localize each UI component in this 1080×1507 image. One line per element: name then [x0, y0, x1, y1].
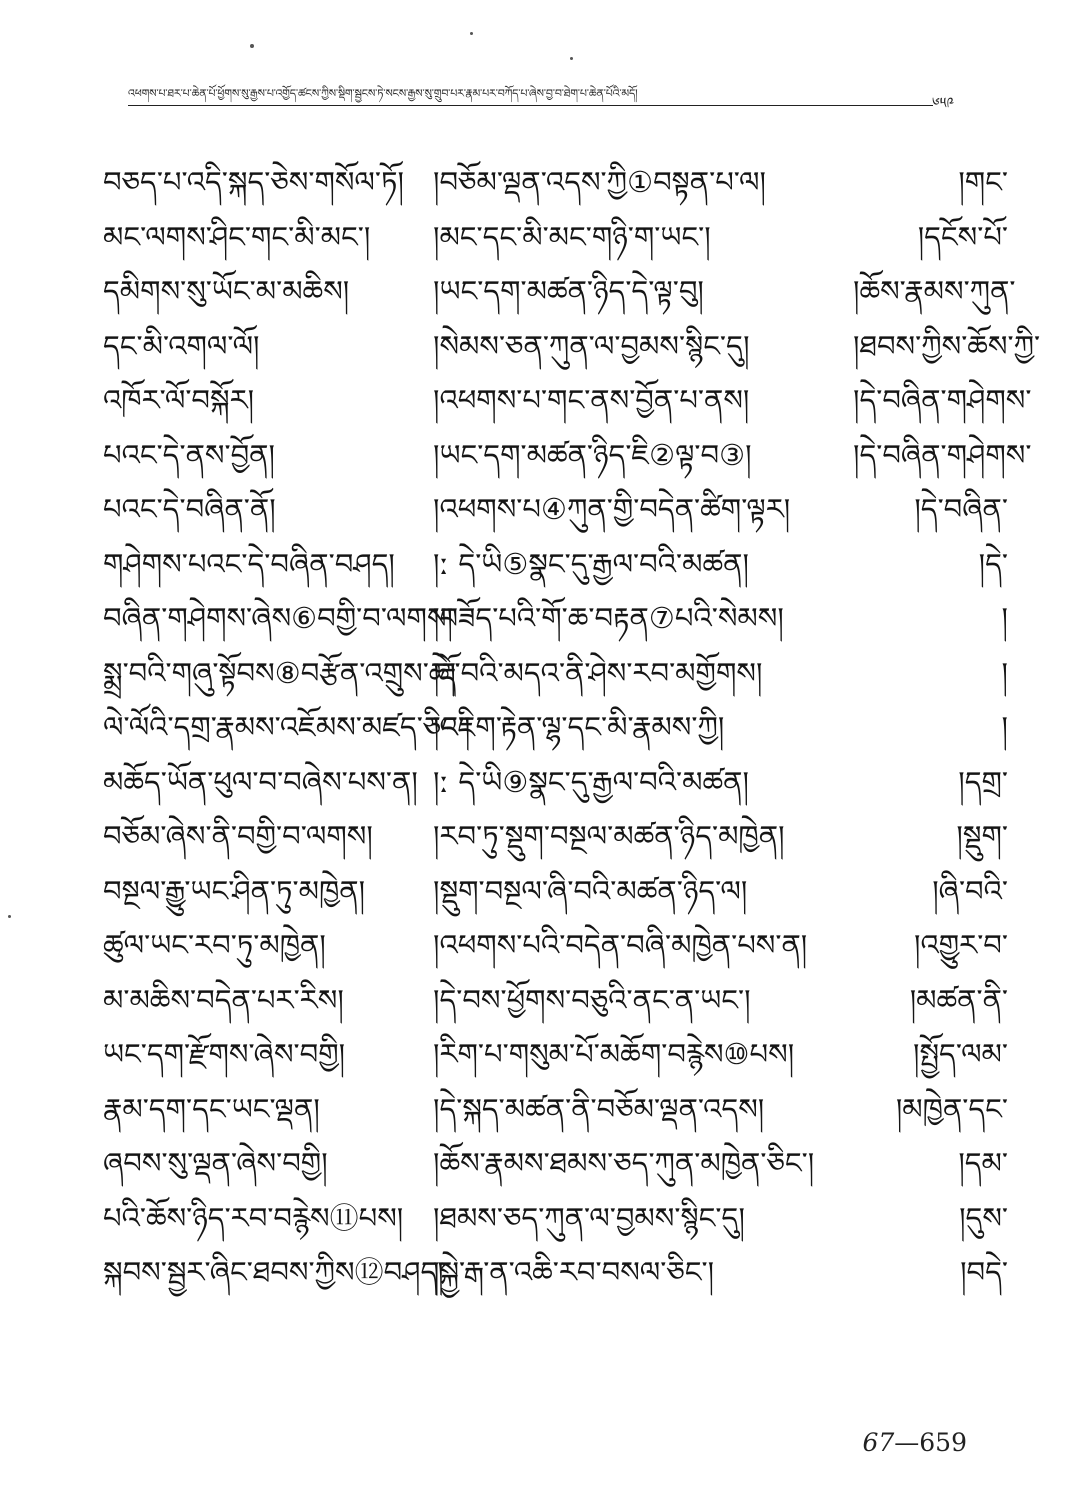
- text-line: [103, 700, 1008, 755]
- text-line: [103, 319, 1041, 374]
- text-line: [103, 264, 1016, 319]
- scan-speck: [8, 915, 11, 918]
- footer-dash: —: [894, 1428, 920, 1457]
- verse-segment: །ཡང་དག་མཚན་ཉིད་དེ་ལྟ་བུ།: [433, 274, 704, 308]
- running-header-title: འཕགས་པ་ཐར་པ་ཆེན་པོ་ཕྱོགས་སུ་རྒྱས་པ་འགྱོད་ཚངས་ཀྱིས་སྡིག་སྦྱངས་ཏེ་སངས་རྒྱས་སུ་གྲུབ་པར་རྣམ་པར་བཀོད་པ་ཞེས་བྱ་བ་ཐེག་པ་ཆེན་པོའི་མདོ།: [128, 87, 638, 100]
- verse-segment: པའང་དེ་བཞིན་ནོ།: [103, 492, 276, 526]
- verse-segment: །དེ་: [978, 546, 1008, 581]
- verse-segment: །དངོས་པོ་: [917, 219, 1008, 254]
- text-line: [103, 1027, 1008, 1082]
- text-line: [103, 864, 1008, 919]
- verse-segment: །རྡོ་བའི་མདའ་ནི་ཤེས་རབ་མགྱོགས།: [433, 655, 763, 690]
- footer-page-number: 659: [919, 1428, 967, 1457]
- header-page-number: ༦༥༩: [932, 94, 955, 112]
- verse-segment: དམིགས་སུ་ཡོང་མ་མཆིས།: [103, 274, 350, 308]
- text-line: [103, 210, 1008, 265]
- text-line: [103, 591, 1008, 646]
- verse-segment: །ཐམས་ཅད་ཀུན་ལ་བྱམས་སྙིང་དུ།: [433, 1200, 745, 1235]
- verse-segment: །སྡུག་: [956, 819, 1008, 853]
- scan-speck: [570, 57, 573, 60]
- verse-segment: །དམ་: [958, 1146, 1008, 1180]
- text-line: [103, 1082, 1008, 1137]
- text-line: [103, 482, 1008, 537]
- text-line: [103, 755, 1008, 810]
- verse-segment: །ཆོས་རྣམས་ཐམས་ཅད་ཀུན་མཁྱེན་ཅིང་།: [433, 1146, 815, 1180]
- verse-segment: །འཕགས་པའི་བདེན་བཞི་མཁྱེན་པས་ན།: [433, 928, 808, 962]
- verse-segment: །དེ་བཞིན་: [914, 492, 1008, 526]
- verse-segment: །བདེ་: [960, 1255, 1008, 1289]
- text-line: [103, 809, 1008, 864]
- verse-segment: །ː དེ་ཡི⑨སྣང་དུ་རྒྱལ་བའི་མཚན།: [433, 764, 749, 799]
- text-line: [103, 1191, 1008, 1246]
- verse-segment: མཆོད་ཡོན་ཕུལ་བ་བཞེས་པས་ན།: [103, 764, 418, 799]
- verse-segment: །བཅོམ་ལྡན་འདས་ཀྱི①བསྟན་པ་ལ།: [433, 165, 766, 199]
- verse-segment: །སྤྱོད་ལམ་: [913, 1037, 1008, 1071]
- verse-segment: །འཕགས་པ་གང་ནས་བྱོན་པ་ནས།: [433, 383, 750, 417]
- verse-segment: །དུས་: [959, 1200, 1008, 1235]
- text-line: [103, 428, 1032, 483]
- verse-segment: །འགྱུར་བ་: [914, 928, 1008, 962]
- verse-segment: །: [1001, 710, 1008, 744]
- verse-segment: །དེ་བཞིན་གཤེགས་: [853, 383, 1032, 417]
- verse-segment: །: [1001, 601, 1008, 635]
- verse-segment: གཤེགས་པའང་དེ་བཞིན་བཤད།: [103, 546, 395, 581]
- verse-segment: །སེམས་ཅན་ཀུན་ལ་བྱམས་སྙིང་དུ།: [433, 328, 750, 363]
- text-line: [103, 155, 1008, 210]
- verse-segment: །: [1001, 655, 1008, 690]
- verse-segment: །སྡུག་བསྔལ་ཞི་བའི་མཚན་ཉིད་ལ།: [433, 873, 748, 908]
- verse-segment: དང་མི་འགལ་ལོ།: [103, 328, 260, 363]
- text-line: [103, 1136, 1008, 1191]
- verse-segment: བཞིན་གཤེགས་ཞེས⑥བགྱི་བ་ལགས།: [103, 601, 453, 635]
- body-text: [103, 155, 1041, 1300]
- verse-segment: །རབ་ཏུ་སྡུག་བསྔལ་མཚན་ཉིད་མཁྱེན།: [433, 819, 785, 853]
- text-line: [103, 373, 1032, 428]
- verse-segment: མང་ལགས་ཤིང་གང་མི་མང་།: [103, 219, 371, 254]
- text-line: [103, 973, 1008, 1028]
- verse-segment: ཚུལ་ཡང་རབ་ཏུ་མཁྱེན།: [103, 928, 326, 962]
- verse-segment: བཅོམ་ཞེས་ནི་བགྱི་བ་ལགས།: [103, 819, 373, 853]
- verse-segment: ཞབས་སུ་ལྡན་ཞེས་བགྱི།: [103, 1146, 328, 1180]
- verse-segment: སྨྲ་བའི་གཞུ་སྟོབས⑧བརྩོན་འགྲུས་ཆེ།: [103, 655, 456, 690]
- verse-segment: ཡང་དག་རྫོགས་ཞེས་བགྱི།: [103, 1037, 346, 1071]
- verse-segment: །འཇིག་རྟེན་ལྷ་དང་མི་རྣམས་ཀྱི།: [433, 710, 725, 744]
- verse-segment: མ་མཆིས་བདེན་པར་རིས།: [103, 982, 344, 1017]
- verse-segment: །ཐབས་ཀྱིས་ཆོས་ཀྱི་: [853, 328, 1041, 363]
- header-rule: [128, 105, 933, 106]
- verse-segment: །དགྲ་: [958, 764, 1008, 799]
- verse-segment: བཅད་པ་འདི་སྐད་ཅེས་གསོལ་ཏོ།: [103, 165, 404, 199]
- verse-segment: །བཟོད་པའི་གོ་ཆ་བརྟན⑦པའི་སེམས།: [433, 601, 784, 635]
- verse-segment: རྣམ་དག་དང་ཡང་ལྡན།: [103, 1091, 320, 1126]
- verse-segment: །ཞི་བའི་: [932, 873, 1008, 908]
- verse-segment: །ཡང་དག་མཚན་ཉིད་ཇི②ལྟ་བ③།: [433, 437, 752, 472]
- verse-segment: ལེ་ལོའི་དགྲ་རྣམས་འཇོམས་མཛད་ཅིང་།: [103, 710, 471, 744]
- verse-segment: སྐབས་སྦྱར་ཞིང་ཐབས་ཀྱིས⑫བཤད།: [103, 1255, 444, 1289]
- text-line: [103, 537, 1008, 592]
- verse-segment: པའི་ཆོས་ཉིད་རབ་བརྙེས⑪པས།: [103, 1200, 404, 1235]
- text-line: [103, 1245, 1008, 1300]
- verse-segment: །ཆོས་རྣམས་ཀུན་: [853, 274, 1016, 308]
- text-line: [103, 646, 1008, 701]
- verse-segment: །མཚན་ནི་: [909, 982, 1008, 1017]
- scan-speck: [250, 44, 254, 48]
- verse-segment: །གང་: [958, 165, 1008, 199]
- verse-segment: །སྐྱེ་རྒ་ན་འཆི་རབ་བསལ་ཅིང་།: [433, 1255, 715, 1289]
- verse-segment: །དེ་སྐད་མཚན་ནི་བཅོམ་ལྡན་འདས།: [433, 1091, 765, 1126]
- verse-segment: །དེ་བས་ཕྱོགས་བཅུའི་ནང་ན་ཡང་།: [433, 982, 751, 1017]
- text-line: [103, 918, 1008, 973]
- verse-segment: །འཕགས་པ④ཀུན་གྱི་བདེན་ཚིག་ལྟར།: [433, 492, 791, 526]
- verse-segment: བསྔལ་རྒྱུ་ཡང་ཤིན་ཏུ་མཁྱེན།: [103, 873, 366, 908]
- footer-folio: [862, 1428, 967, 1458]
- verse-segment: འཁོར་ལོ་བསྐོར།: [103, 383, 255, 417]
- verse-segment: །ː དེ་ཡི⑤སྣང་དུ་རྒྱལ་བའི་མཚན།: [433, 546, 749, 581]
- verse-segment: །དེ་བཞིན་གཤེགས་: [853, 437, 1032, 472]
- scan-speck: [470, 32, 473, 35]
- verse-segment: །མང་དང་མི་མང་གཉི་ག་ཡང་།: [433, 219, 711, 254]
- verse-segment: །རིག་པ་གསུམ་པོ་མཆོག་བརྙེས⑩པས།: [433, 1037, 795, 1071]
- verse-segment: པའང་དེ་ནས་བྱོན།: [103, 437, 275, 472]
- verse-segment: །མཁྱེན་དང་: [895, 1091, 1008, 1126]
- footer-signature: 67: [862, 1428, 895, 1457]
